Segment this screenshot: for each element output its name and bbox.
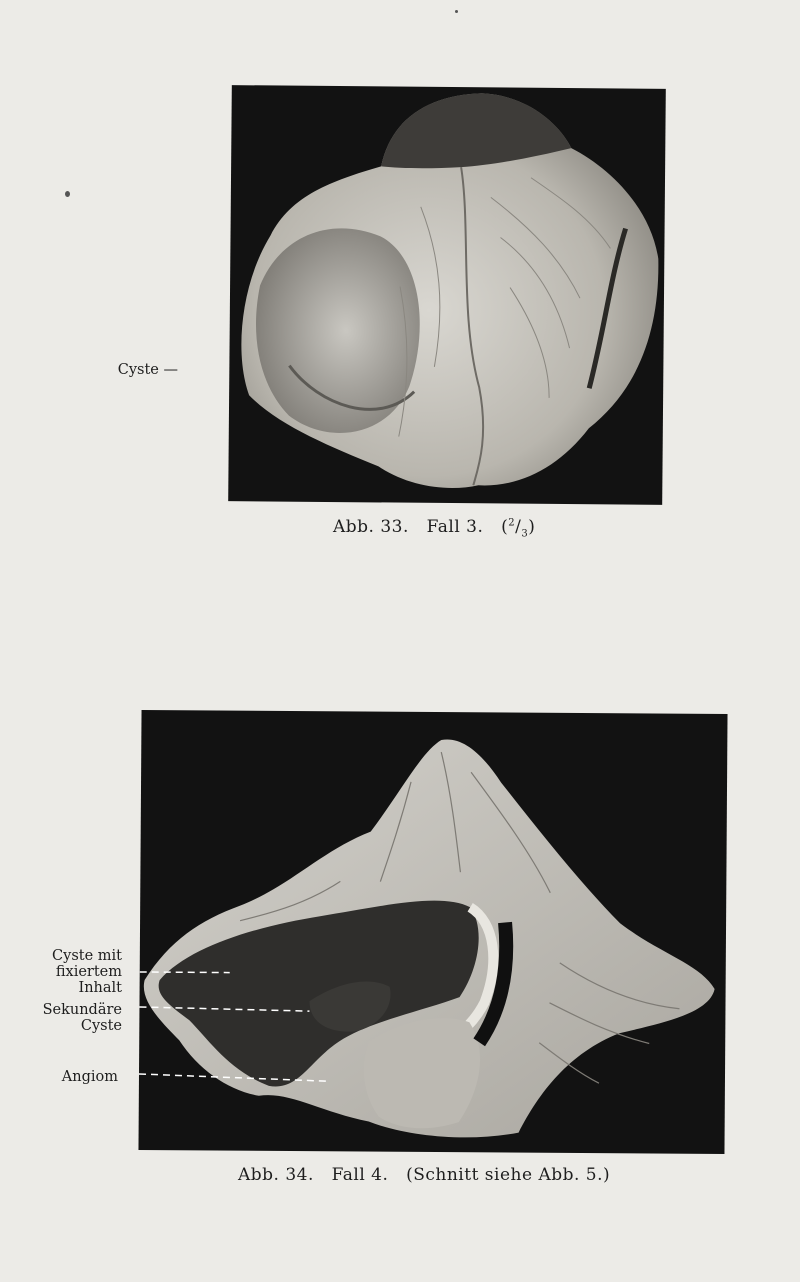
figure-33-caption (333, 517, 535, 539)
label-line: Cyste (80, 1018, 122, 1034)
figure-34-photograph (138, 710, 727, 1154)
caption-figure-number: Abb. 33. (333, 517, 409, 537)
label-sekundaere-cyste (20, 1002, 122, 1034)
label-line: fixiertem (55, 964, 122, 980)
scale-paren-open: ( (501, 517, 509, 537)
paper-speck (455, 10, 458, 13)
paper-speck (65, 191, 70, 197)
caption-case: Fall 3. (426, 517, 484, 537)
label-line: Inhalt (78, 980, 122, 996)
label-cyste-text: Cyste — (117, 362, 178, 378)
label-line: Angiom (61, 1069, 118, 1085)
caption-case: Fall 4. (331, 1165, 389, 1185)
scale-slash: / (515, 517, 522, 537)
label-angiom (20, 1069, 118, 1085)
scale-numerator: 2 (508, 517, 516, 529)
specimen-cerebellum-drawing (228, 85, 666, 505)
specimen-section-drawing (138, 710, 727, 1154)
label-line: Cyste mit (52, 948, 122, 964)
figure-34-caption (238, 1165, 610, 1185)
label-line: Sekundäre (42, 1002, 122, 1018)
figure-33-photograph (228, 85, 666, 505)
label-cyste (110, 362, 178, 378)
caption-reference: (Schnitt siehe Abb. 5.) (406, 1165, 611, 1185)
caption-scale (501, 517, 536, 540)
label-cyste-mit-fixiertem-inhalt (20, 948, 122, 996)
scale-paren-close: ) (528, 517, 536, 537)
scale-denominator: 3 (521, 528, 529, 540)
caption-figure-number: Abb. 34. (238, 1165, 314, 1185)
